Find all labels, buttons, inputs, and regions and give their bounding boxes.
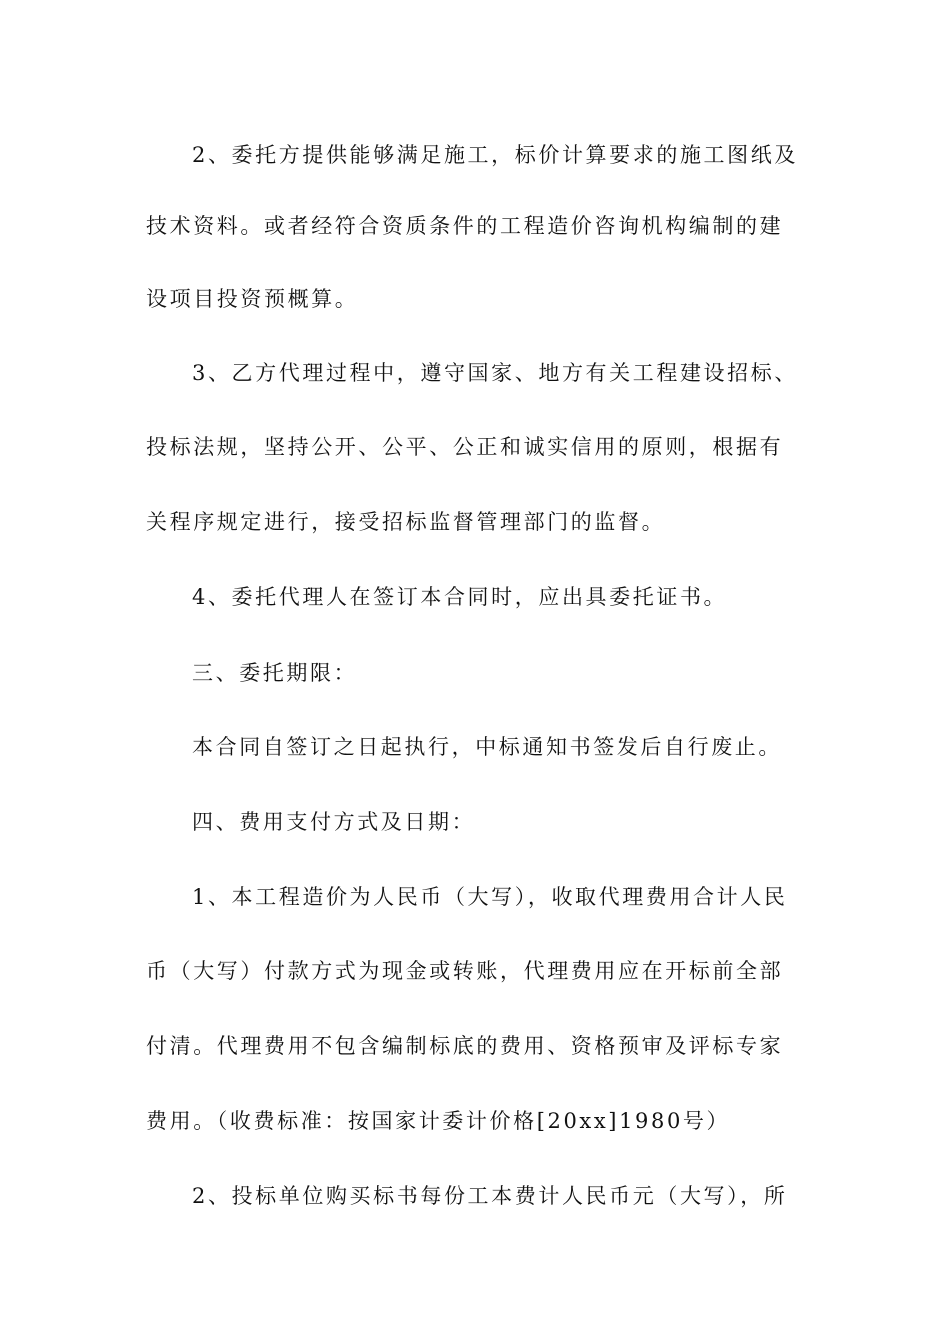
text-line-4: 3、乙方代理过程中，遵守国家、地方有关工程建设招标、 <box>192 361 798 385</box>
text-line-11: 1、本工程造价为人民币（大写），收取代理费用合计人民 <box>192 885 788 909</box>
text-line-14: 费用。（收费标准：按国家计委计价格[20xx]1980号） <box>146 1109 731 1133</box>
text-line-1: 2、委托方提供能够满足施工，标价计算要求的施工图纸及 <box>192 143 798 167</box>
text-line-5: 投标法规，坚持公开、公平、公正和诚实信用的原则，根据有 <box>146 435 784 459</box>
text-line-3: 设项目投资预概算。 <box>146 287 359 311</box>
text-line-15: 2、投标单位购买标书每份工本费计人民币元（大写），所 <box>192 1184 788 1208</box>
text-line-12: 币（大写）付款方式为现金或转账，代理费用应在开标前全部 <box>146 959 784 983</box>
text-line-9: 本合同自签订之日起执行，中标通知书签发后自行废止。 <box>192 735 782 759</box>
text-line-2: 技术资料。或者经符合资质条件的工程造价咨询机构编制的建 <box>146 214 784 238</box>
section-heading-payment: 四、费用支付方式及日期： <box>192 810 476 834</box>
text-line-13: 付清。代理费用不包含编制标底的费用、资格预审及评标专家 <box>146 1034 784 1058</box>
text-line-6: 关程序规定进行，接受招标监督管理部门的监督。 <box>146 510 666 534</box>
section-heading-term: 三、委托期限： <box>192 661 358 685</box>
text-line-7: 4、委托代理人在签订本合同时，应出具委托证书。 <box>192 585 728 609</box>
